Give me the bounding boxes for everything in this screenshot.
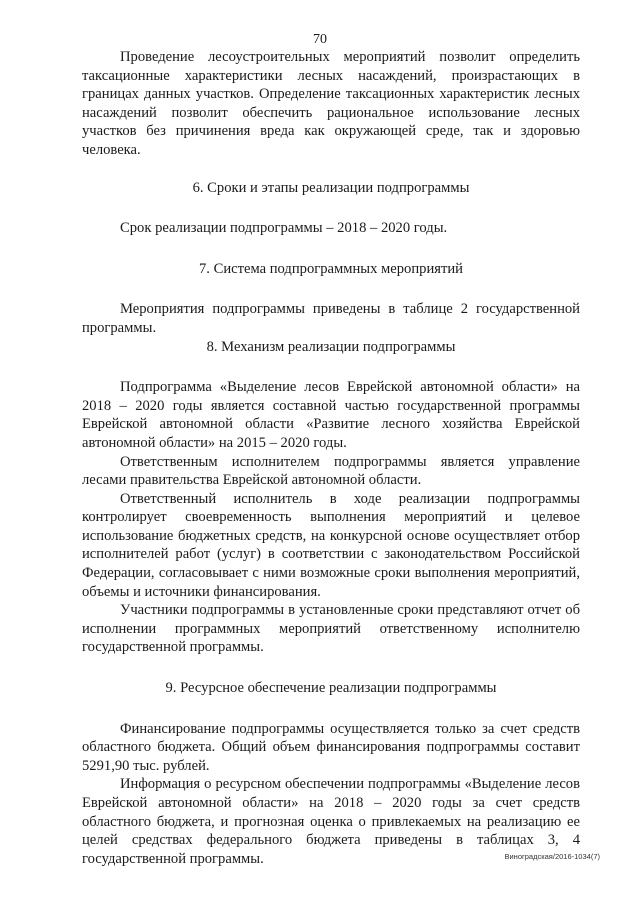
- section-heading-9: 9. Ресурсное обеспечение реализации подпрограммы: [165, 680, 497, 697]
- paragraph-measures: Мероприятия подпрограммы приведены в таблице 2 государственной программы.: [82, 301, 580, 336]
- paragraph-resource-info: Информация о ресурсном обеспечении подпрограммы «Выделение лесов Еврейской автономной области» на 2018 – 2020 годы за счет средств областного бюджета, и прогнозная оценка о привлекаемых на реализацию ее целей средствах федерального бюджета приведены в таблицах 3, 4 государственной программы.: [82, 776, 580, 867]
- footer-document-code: Виноградская/2016-1034(7): [504, 852, 600, 861]
- paragraph-subprogram-part: Подпрограмма «Выделение лесов Еврейской автономной области» на 2018 – 2020 годы является составной частью государственной программы Еврейской автономной области «Развитие лесного хозяйства Еврейской автономной области» на 2015 – 2020 годы.: [82, 379, 580, 451]
- section-heading-6: 6. Сроки и этапы реализации подпрограммы: [192, 179, 470, 196]
- paragraph-responsible-executor: Ответственным исполнителем подпрограммы является управление лесами правительства Еврейской автономной области.: [82, 453, 580, 489]
- paragraph-executor-duties: Ответственный исполнитель в ходе реализации подпрограммы контролирует своевременность выполнения мероприятий и целевое использование бюджетных средств, на конкурсной основе осуществляет отбор исполнителей работ (услуг) в соответствии с законодательством Российской Федерации, согласовывает с ними возможные сроки выполнения мероприятий, объемы и источники финансирования.: [82, 490, 580, 600]
- spacer: [82, 160, 580, 179]
- spacer: [82, 657, 580, 679]
- paragraph-financing: Финансирование подпрограммы осуществляется только за счет средств областного бюджета. Общий объем финансирования подпрограммы составит 5291,90 тыс. рублей.: [82, 720, 580, 774]
- section-heading-8: 8. Механизм реализации подпрограммы: [206, 338, 456, 355]
- section-heading-7: 7. Система подпрограммных мероприятий: [199, 260, 463, 277]
- spacer: [82, 698, 580, 720]
- spacer: [82, 278, 580, 300]
- paragraph-forest-management: Проведение лесоустроительных мероприятий позволит определить таксационные характеристики лесных насаждений, произрастающих в границах данных участков. Определение таксационных характеристик лесных насаждений позволит обеспечить рациональное использование лесных участков без причинения вреда как окружающей среде, так и здоровью человека.: [82, 49, 580, 158]
- spacer: [82, 197, 580, 219]
- paragraph-participants-report: Участники подпрограммы в установленные сроки представляют отчет об исполнении программных мероприятий ответственному исполнителю государственной программы.: [82, 602, 580, 656]
- spacer: [82, 356, 580, 378]
- spacer: [82, 238, 580, 260]
- page-number: 70: [313, 32, 327, 47]
- paragraph-implementation-period: Срок реализации подпрограммы – 2018 – 2020 годы.: [120, 220, 448, 237]
- document-body: [82, 48, 580, 868]
